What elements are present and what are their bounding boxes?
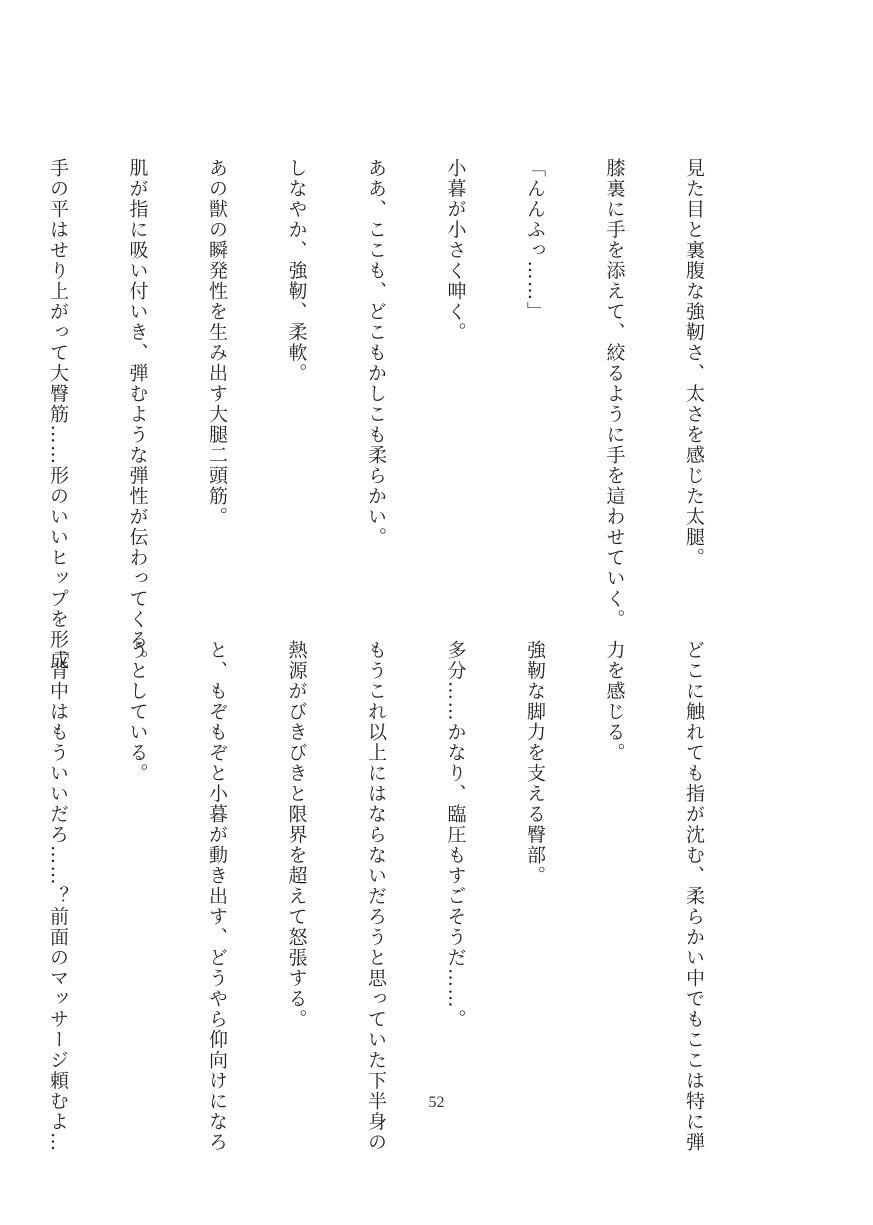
text-line: 「んんふっ……」 bbox=[524, 158, 546, 322]
text-line: 「背中はもういいだろ……？前面のマッサージ頼むよ… bbox=[47, 640, 69, 1153]
text-line: 肌が指に吸い付いき、弾むような弾性が伝わってくる。 bbox=[126, 158, 149, 671]
text-line: しなやか、強靭、柔軟。 bbox=[285, 158, 308, 384]
upper-text-block bbox=[47, 158, 760, 671]
text-line: ああ、ここも、どこもかしこも柔らかい。 bbox=[365, 158, 387, 548]
text-line: 小暮が小さく呻く。 bbox=[444, 158, 467, 343]
text-line: 見た目と裏腹な強靭さ、太さを感じた太腿。 bbox=[683, 158, 705, 568]
text-line: と、もぞもぞと小暮が動き出す、どうやら仰向けになろ bbox=[206, 640, 228, 1153]
text-line: 膝裏に手を添えて、絞るように手を這わせていく。 bbox=[603, 158, 626, 630]
text-line: 力を感じる。 bbox=[603, 640, 626, 763]
text-line: 手の平はせり上がって大臀筋……形のいいヒップを形成 bbox=[47, 158, 69, 671]
text-line: 熱源がびきびきと限界を超えて怒張する。 bbox=[285, 640, 308, 1030]
text-line: うとしている。 bbox=[126, 640, 149, 784]
page-number: 52 bbox=[428, 1094, 445, 1111]
text-line: 強靭な脚力を支える臀部。 bbox=[524, 640, 546, 886]
text-line: もうこれ以上にはならないだろうと思っていた下半身の bbox=[365, 640, 387, 1153]
text-line: 多分……かなり、臨圧もすごそうだ……。 bbox=[444, 640, 467, 1030]
text-line: あの獣の瞬発性を生み出す大腿二頭筋。 bbox=[206, 158, 228, 527]
text-line: どこに触れても指が沈む、柔らかい中でもここは特に弾 bbox=[683, 640, 705, 1153]
